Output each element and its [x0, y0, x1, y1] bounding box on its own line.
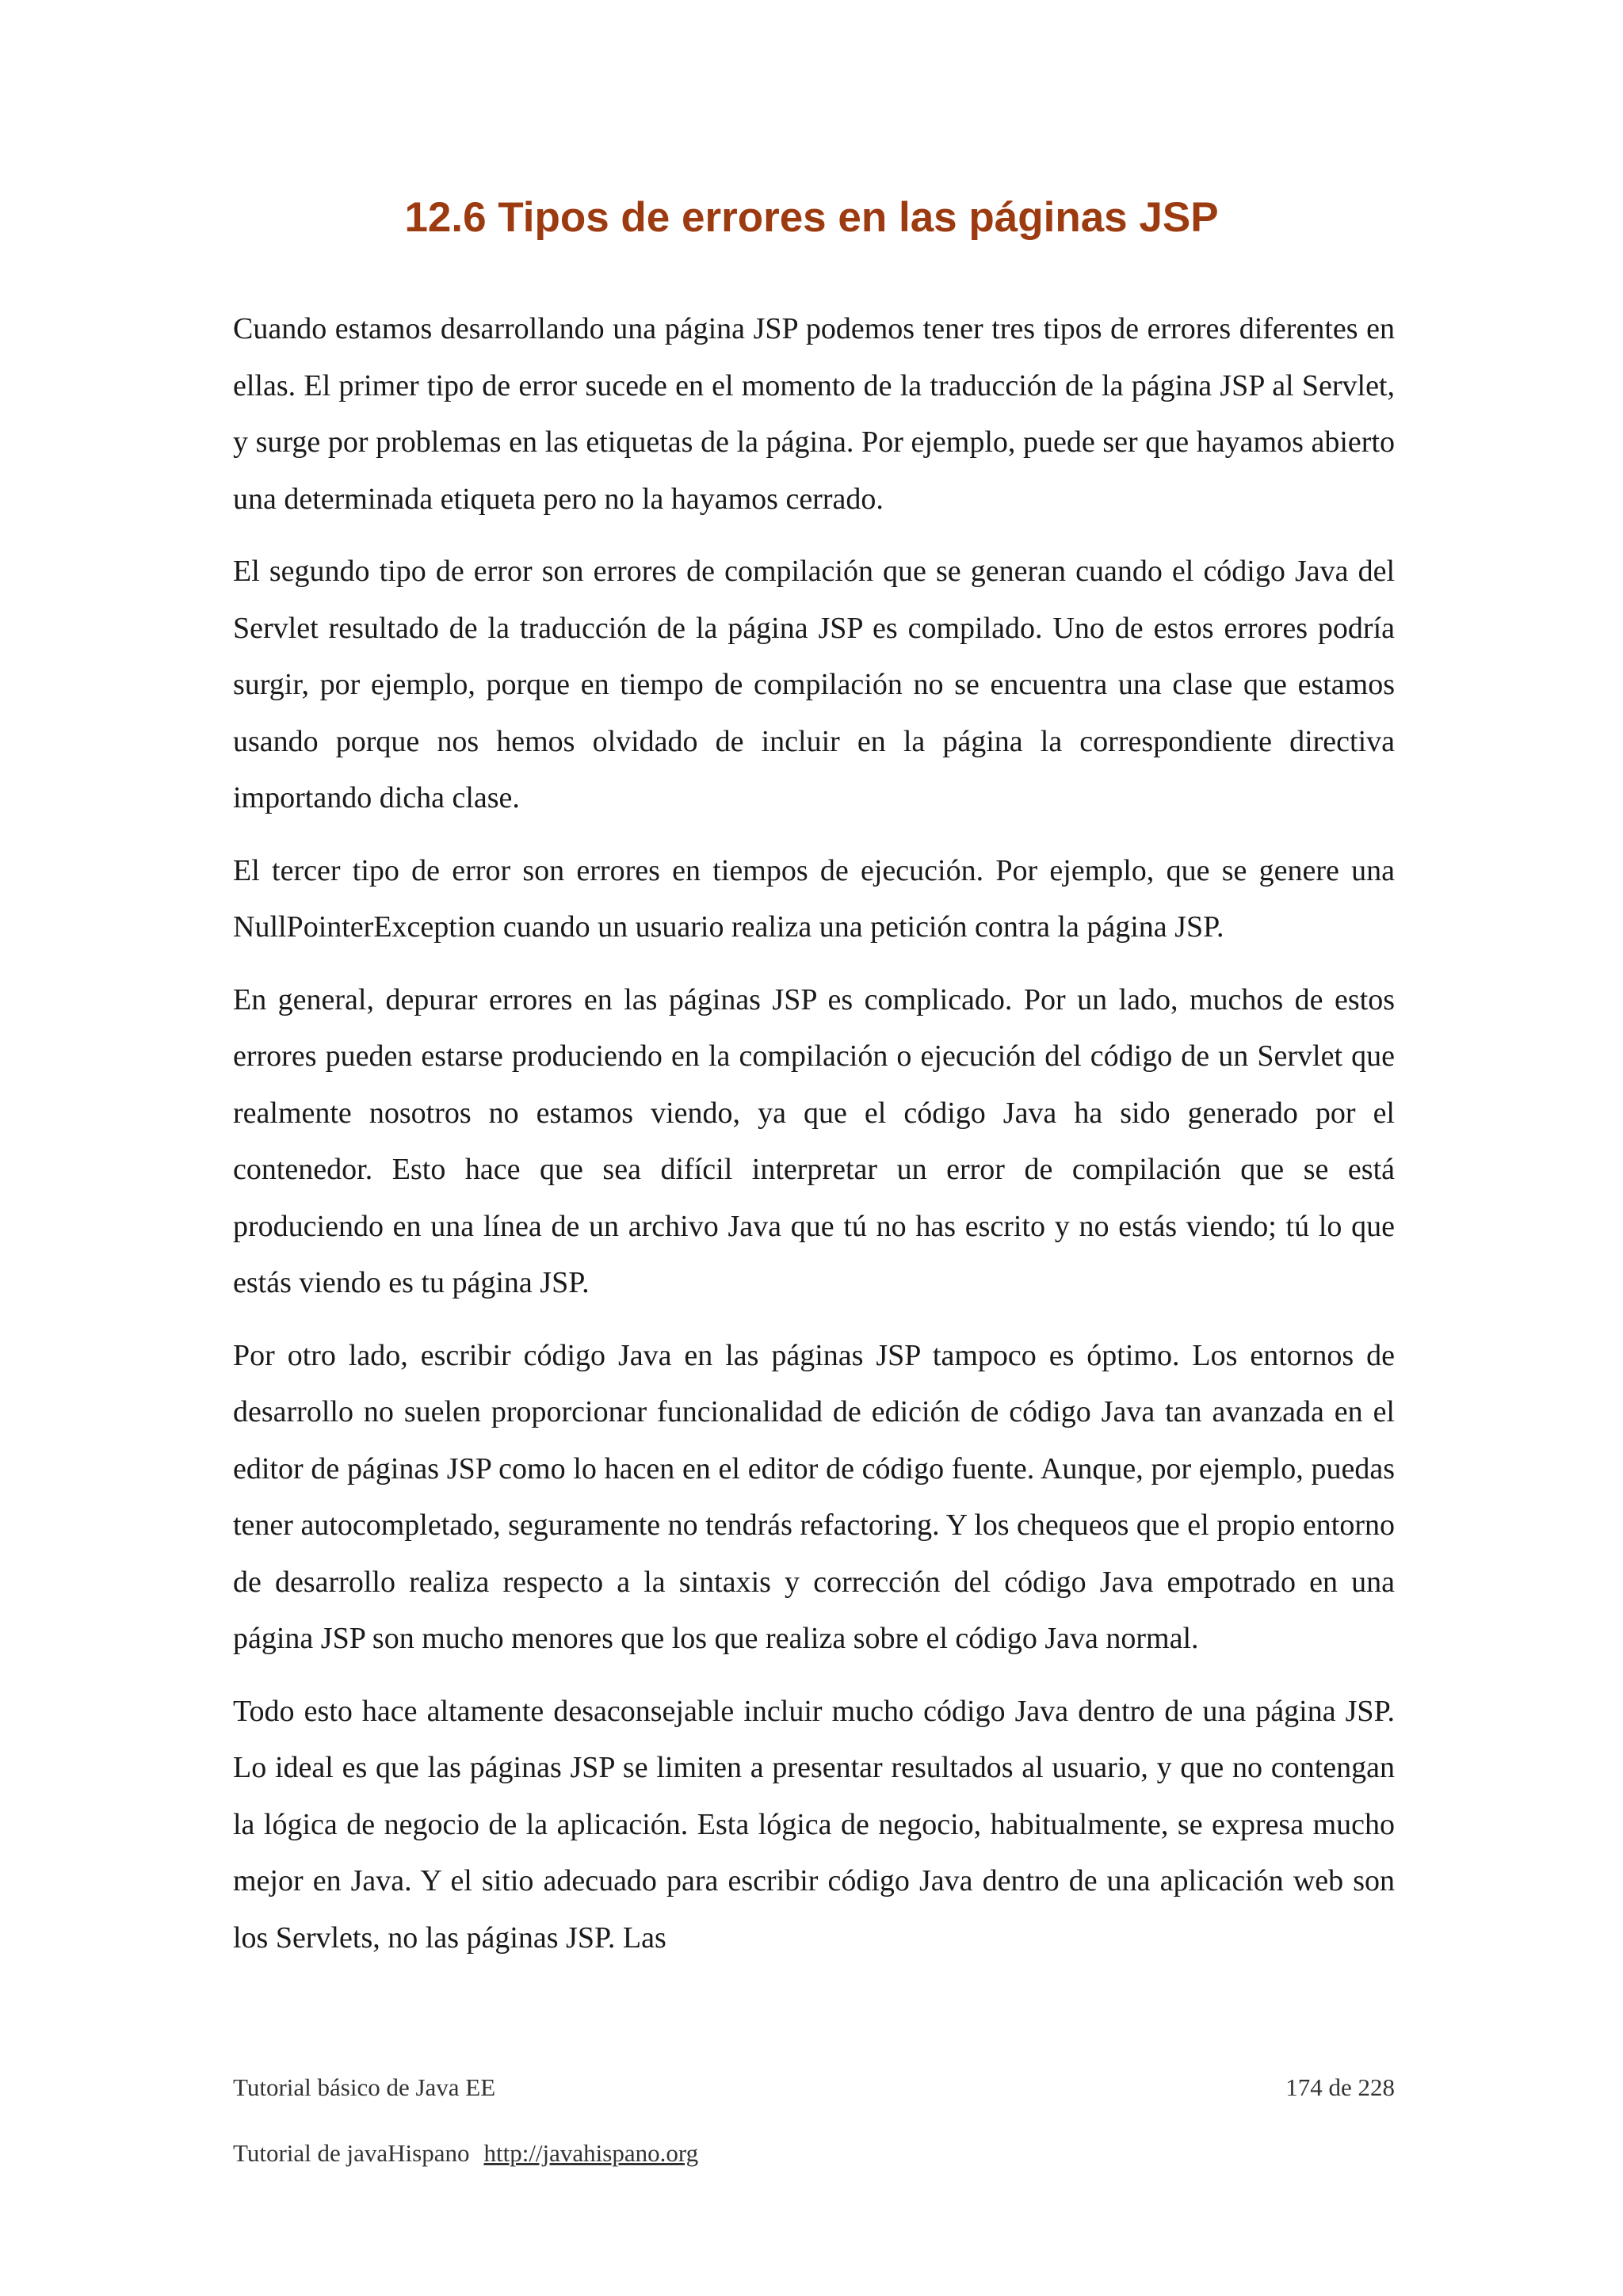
- footer-top-row: [233, 2073, 1395, 2102]
- footer-title: Tutorial básico de Java EE: [233, 2073, 496, 2101]
- paragraph-1: Cuando estamos desarrollando una página JSP podemos tener tres tipos de errores diferentes en ellas. El primer tipo de error sucede en el momento de la traducción de la página JSP al Servlet, y surge por problemas en las etiquetas de la página. Por ejemplo, puede ser que hayamos abierto una determinada etiqueta pero no la hayamos cerrado.: [233, 312, 1395, 516]
- paragraph-4: En general, depurar errores en las páginas JSP es complicado. Por un lado, muchos de estos errores pueden estarse produciendo en la compilación o ejecución del código de un Servlet que realmente nosotros no estamos viendo, ya que el código Java ha sido generado por el contenedor. Esto hace que sea difícil interpretar un error de compilación que se está produciendo en una línea de un archivo Java que tú no has escrito y no estás viendo; tú lo que estás viendo es tu página JSP.: [233, 982, 1395, 1299]
- paragraph-3: El tercer tipo de error son errores en tiempos de ejecución. Por ejemplo, que se genere una NullPointerException cuando un usuario realiza una petición contra la página JSP.: [233, 853, 1395, 944]
- paragraph-6: Todo esto hace altamente desaconsejable incluir mucho código Java dentro de una página JSP. Lo ideal es que las páginas JSP se limiten a presentar resultados al usuario, y que no contengan la lógica de negocio de la aplicación. Esta lógica de negocio, habitualmente, se expresa mucho mejor en Java. Y el sitio adecuado para escribir código Java dentro de una aplicación web son los Servlets, no las páginas JSP. Las: [233, 1694, 1395, 1955]
- footer-link[interactable]: http://javahispano.org: [483, 2139, 699, 2167]
- section-heading: 12.6 Tipos de errores en las páginas JSP: [404, 194, 1219, 241]
- page-number: 174 de 228: [1285, 2073, 1395, 2101]
- footer-credit: Tutorial de javaHispano: [233, 2139, 470, 2167]
- body-text: [233, 301, 1395, 1982]
- paragraph-2: El segundo tipo de error son errores de compilación que se generan cuando el código Java del Servlet resultado de la traducción de la página JSP es compilado. Uno de estos errores podría surgir, por ejemplo, porque en tiempo de compilación no se encuentra una clase que estamos usando porque nos hemos olvidado de incluir en la página la correspondiente directiva importando dicha clase.: [233, 555, 1395, 814]
- footer-bottom-row: [233, 2139, 1395, 2168]
- paragraph-5: Por otro lado, escribir código Java en las páginas JSP tampoco es óptimo. Los entornos de desarrollo no suelen proporcionar funcionalidad de edición de código Java tan avanzada en el editor de páginas JSP como lo hacen en el editor de código fuente. Aunque, por ejemplo, puedas tener autocompletado, seguramente no tendrás refactoring. Y los chequeos que el propio entorno de desarrollo realiza respecto a la sintaxis y corrección del código Java empotrado en una página JSP son mucho menores que los que realiza sobre el código Java normal.: [233, 1338, 1396, 1655]
